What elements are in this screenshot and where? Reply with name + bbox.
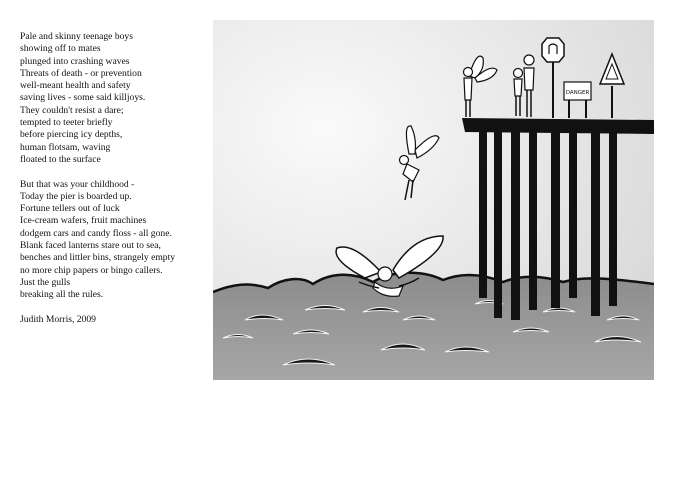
poem-line: Today the pier is boarded up. [20,190,132,202]
poem-line: floated to the surface [20,153,101,165]
poem-line: tempted to teeter briefly [20,117,113,129]
poem-author: Judith Morris, 2009 [20,313,96,325]
poem-line: breaking all the rules. [20,289,104,301]
poem-line: But that was your childhood - [20,178,135,190]
poem-line: no more chip papers or bingo callers. [20,264,163,276]
poem-line: They couldn't resist a dare; [20,104,124,116]
poem-line: before piercing icy depths, [20,129,123,141]
poem-line: Ice-cream wafers, fruit machines [20,215,147,227]
poem-line: Blank faced lanterns stare out to sea, [20,240,161,252]
poem-line: showing off to mates [20,43,101,55]
poem-line: human flotsam, waving [20,141,111,153]
poem-line: dodgem cars and candy floss - all gone. [20,227,172,239]
poem-line: saving lives - some said killjoys. [20,92,146,104]
poem-line: benches and littler bins, strangely empty [20,252,176,264]
sea [213,273,654,380]
poem-line: Fortune tellers out of luck [20,203,120,215]
danger-sign-label: DANGER [565,90,590,96]
poem [20,31,210,326]
poem-stanza-1 [20,31,210,166]
poem-line: Pale and skinny teenage boys [20,31,133,42]
pier-illustration [213,20,654,380]
poem-line: Threats of death - or prevention [20,67,142,79]
poem-stanza-2 [20,179,210,302]
poem-line: plunged into crashing waves [20,55,130,67]
poem-line: well-meant health and safety [20,80,131,92]
poem-line: Just the gulls [20,276,71,288]
pier-deck [462,118,654,134]
